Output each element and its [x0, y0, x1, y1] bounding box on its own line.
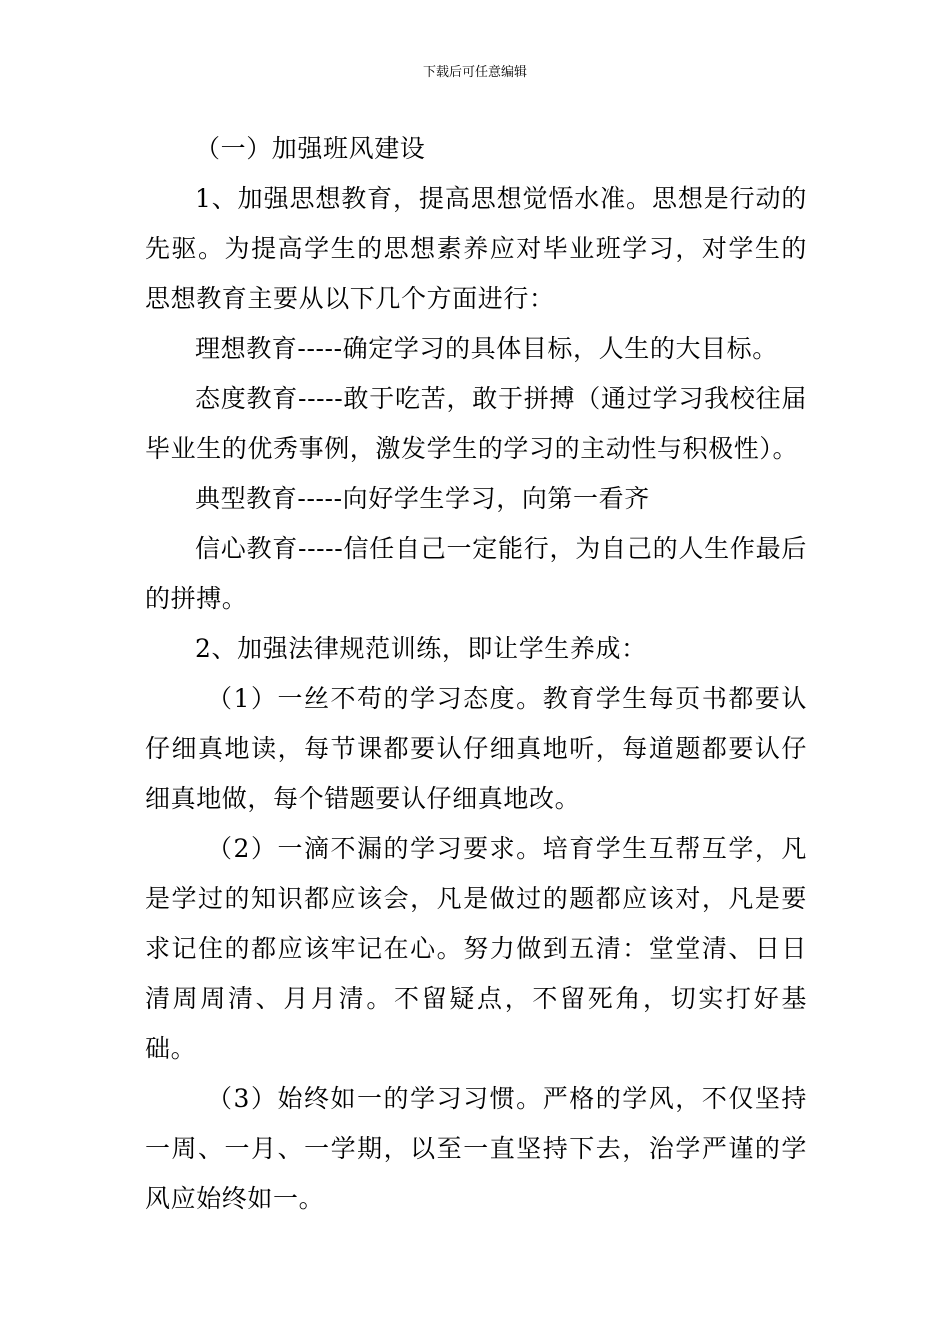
confidence-education-item: 信心教育-----信任自己一定能行，为自己的人生作最后的拼搏。	[145, 534, 807, 613]
ideal-education-item: 理想教育-----确定学习的具体目标，人生的大目标。	[195, 334, 778, 363]
list-item-study-attitude: （1）一丝不苟的学习态度。教育学生每页书都要认仔细真地读，每节课都要认仔细真地听，每道题都要认仔细真地做，每个错题要认仔细真地改。	[145, 684, 807, 813]
section-title: （一）加强班风建设	[195, 134, 426, 163]
document-body	[145, 124, 807, 1224]
paragraph-norm-training: 2、加强法律规范训练，即让学生养成：	[195, 634, 647, 663]
attitude-education-item: 态度教育-----敢于吃苦，敢于拼搏（通过学习我校往届毕业生的优秀事例，激发学生的学习的主动性与积极性）。	[145, 384, 807, 463]
page-header: 下载后可任意编辑	[422, 65, 527, 80]
model-education-item: 典型教育-----向好学生学习，向第一看齐	[195, 484, 650, 513]
list-item-study-habit: （3）始终如一的学习习惯。严格的学风，不仅坚持一周、一月、一学期，以至一直坚持下去，治学严谨的学风应始终如一。	[145, 1084, 807, 1213]
paragraph-thought-education: 1、加强思想教育，提高思想觉悟水准。思想是行动的先驱。为提高学生的思想素养应对毕业班学习，对学生的思想教育主要从以下几个方面进行：	[145, 184, 807, 313]
list-item-study-requirement: （2）一滴不漏的学习要求。培育学生互帮互学，凡是学过的知识都应该会，凡是做过的题都应该对，凡是要求记住的都应该牢记在心。努力做到五清：堂堂清、日日清周周清、月月清。不留疑点，不留死角，切实打好基础。	[145, 834, 807, 1063]
